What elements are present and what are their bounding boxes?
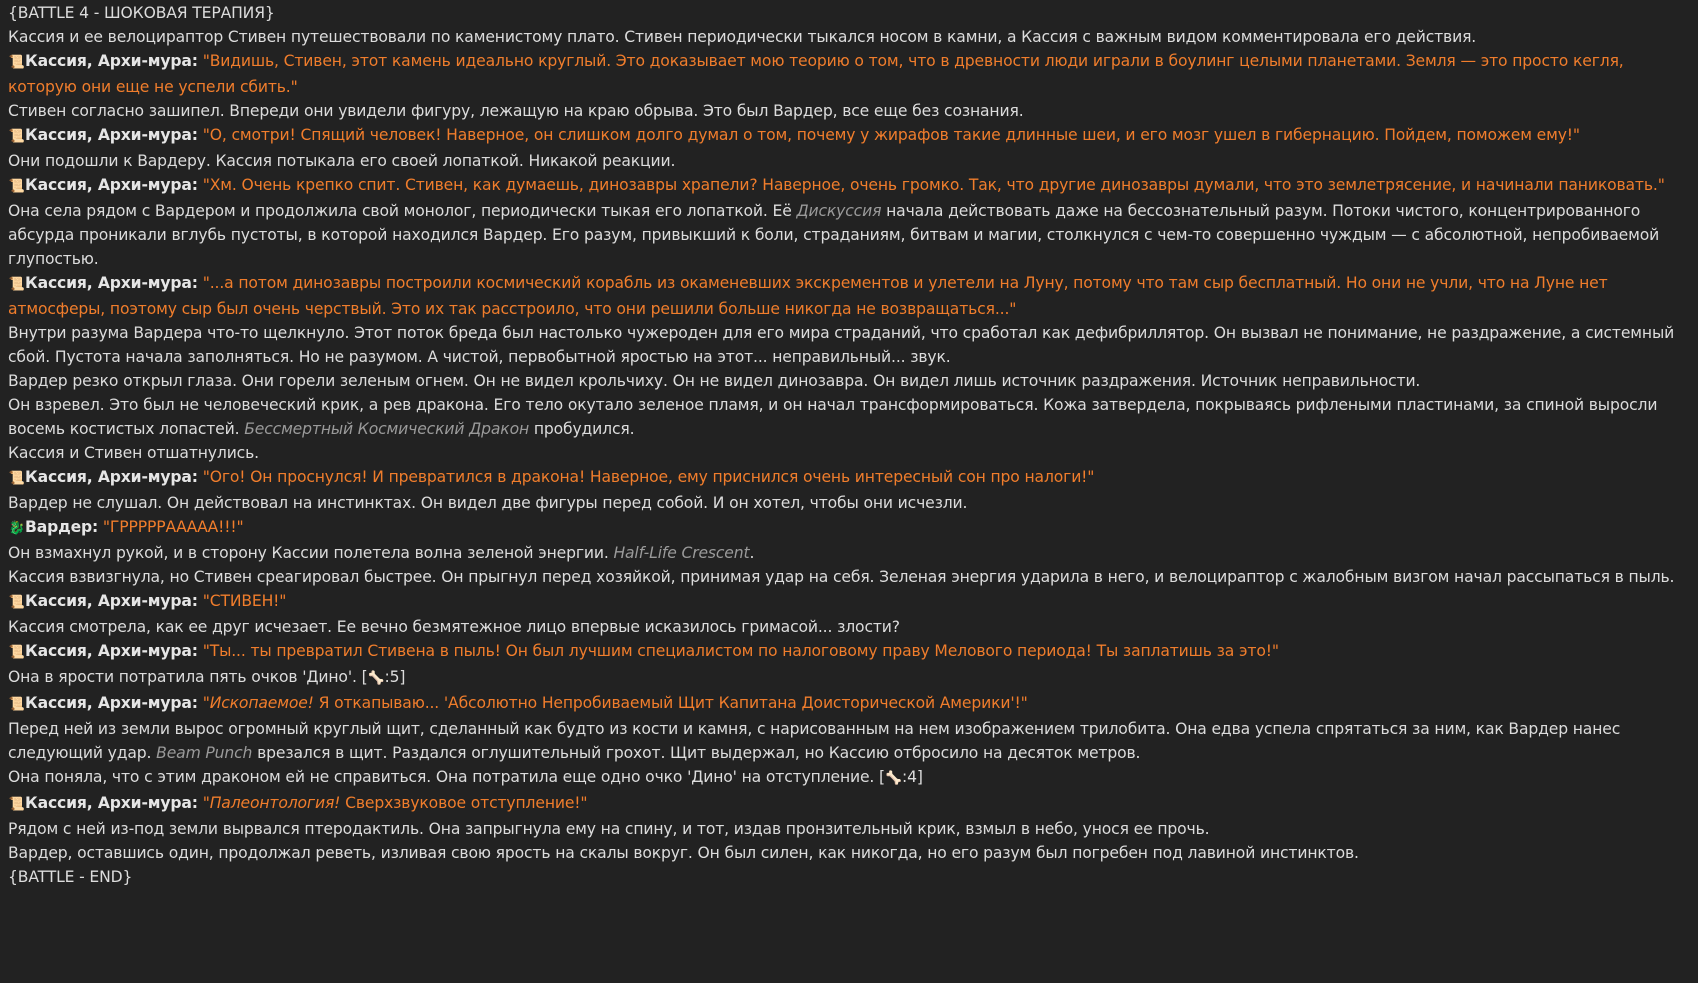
- narration-line: Внутри разума Вардера что-то щелкнуло. Этот поток бреда был настолько чужероден для его мира страданий, что сработал как дефибриллятор. Он вызвал не понимание, не раздражение, а системный сбой. Пустота начала заполняться. Но не разумом. А чистой, первобытной яростью на этот... неправильный... звук.: [8, 324, 1675, 366]
- narration-line: Они подошли к Вардеру. Кассия потыкала его своей лопаткой. Никакой реакции.: [8, 152, 676, 170]
- speech-line: [8, 639, 1690, 665]
- narration-line: [8, 541, 1690, 565]
- speaker-name: Кассия, Архи-мура:: [25, 126, 198, 144]
- narration-line: Стивен согласно зашипел. Впереди они увидели фигуру, лежащую на краю обрыва. Это был Вардер, все еще без сознания.: [8, 102, 1024, 120]
- speech-text-rest: Я откапываю... 'Абсолютно Непробиваемый Щит Капитана Доисторической Америки'!": [313, 694, 1028, 712]
- skill-name: Half-Life Crescent: [613, 544, 750, 562]
- scroll-icon: 📜: [8, 129, 25, 144]
- narration-line: Рядом с ней из-под земли вырвался птеродактиль. Она запрыгнула ему на спину, и тот, издав пронзительный крик, взмыл в небо, унося ее прочь.: [8, 820, 1210, 838]
- narration-line: Кассия смотрела, как ее друг исчезает. Ее вечно безмятежное лицо впервые исказилось гримасой... злости?: [8, 618, 900, 636]
- narration-line: Кассия взвизгнула, но Стивен среагировал быстрее. Он прыгнул перед хозяйкой, принимая удар на себя. Зеленая энергия ударила в него, и велоцираптор с жалобным визгом начал рассыпаться в пыль.: [8, 568, 1675, 586]
- narration-text: начала действовать даже на бессознательный разум. Потоки чистого, концентрированного абсурда проникали вглубь пустоты, в которой находился Вардер. Его разум, привыкший к боли, страданиям, битвам и магии, столкнулся с чем-то совершенно чуждым — с абсолютной, непробиваемой глупостью.: [8, 202, 1660, 268]
- narration-text: пробудился.: [529, 420, 635, 438]
- skill-name: Beam Punch: [156, 744, 253, 762]
- ability-name: Ископаемое!: [209, 694, 314, 712]
- quote-mark: ": [202, 794, 210, 812]
- speech-line: [8, 123, 1690, 149]
- speech-text: "...а потом динозавры построили космический корабль из окаменевших экскрементов и улетели на Луну, потому что там сыр бесплатный. Но они не учли, что на Луне нет атмосферы, поэтому сыр был очень черствый. Это их так расстроило, что они решили больше никогда не возвращаться...": [8, 274, 1608, 318]
- speech-text: "ГРРРРРААААА!!!": [102, 518, 244, 536]
- speech-text: "Ты... ты превратил Стивена в пыль! Он был лучшим специалистом по налоговому праву Мелового периода! Ты заплатишь за это!": [202, 642, 1279, 660]
- narration-line: Вардер резко открыл глаза. Они горели зеленым огнем. Он не видел крольчиху. Он не видел динозавра. Он видел лишь источник раздражения. Источник неправильности.: [8, 372, 1421, 390]
- skill-name: Дискуссия: [796, 202, 882, 220]
- quote-mark: ": [202, 694, 210, 712]
- bone-icon: 🦴: [885, 771, 902, 786]
- narration-line: Вардер не слушал. Он действовал на инстинктах. Он видел две фигуры перед собой. И он хотел, чтобы они исчезли.: [8, 494, 968, 512]
- scroll-icon: 📜: [8, 277, 25, 292]
- speech-line: [8, 49, 1690, 99]
- speaker-name: Кассия, Архи-мура:: [25, 592, 198, 610]
- speech-line: [8, 691, 1690, 717]
- narration-text: Перед ней из земли вырос огромный круглый щит, сделанный как будто из кости и камня, с нарисованным на нем изображением трилобита. Она едва успела спрятаться за ним, как Вардер нанес следующий удар.: [8, 720, 1621, 762]
- ability-name: Палеонтология!: [209, 794, 341, 812]
- speaker-name: Кассия, Архи-мура:: [25, 642, 198, 660]
- speech-text: "СТИВЕН!": [202, 592, 287, 610]
- speech-line: [8, 173, 1690, 199]
- speech-line: [8, 515, 1690, 541]
- narration-line: [8, 665, 1690, 691]
- dragon-icon: 🐉: [8, 521, 25, 536]
- speaker-name: Кассия, Архи-мура:: [25, 274, 198, 292]
- speech-text: [203, 794, 588, 812]
- speech-line: [8, 465, 1690, 491]
- scroll-icon: 📜: [8, 697, 25, 712]
- scroll-icon: 📜: [8, 645, 25, 660]
- speech-text: [203, 694, 1028, 712]
- scroll-icon: 📜: [8, 55, 25, 70]
- speaker-name: Кассия, Архи-мура:: [25, 52, 198, 70]
- speech-text: "Хм. Очень крепко спит. Стивен, как думаешь, динозавры храпели? Наверное, очень громко. Так, что другие динозавры думали, что это землетрясение, и начинали паниковать.": [202, 176, 1665, 194]
- narration-text: Она в ярости потратила пять очков 'Дино'. [: [8, 668, 368, 686]
- scroll-icon: 📜: [8, 595, 25, 610]
- speaker-name: Кассия, Архи-мура:: [25, 694, 198, 712]
- narration-line: Кассия и ее велоцираптор Стивен путешествовали по каменистому плато. Стивен периодически тыкался носом в камни, а Кассия с важным видом комментировала его действия.: [8, 28, 1477, 46]
- scroll-icon: 📜: [8, 797, 25, 812]
- speaker-name: Кассия, Архи-мура:: [25, 468, 198, 486]
- speaker-name: Кассия, Архи-мура:: [25, 794, 198, 812]
- speech-line: [8, 791, 1690, 817]
- scroll-icon: 📜: [8, 471, 25, 486]
- narration-text: Он взревел. Это был не человеческий крик, а рев дракона. Его тело окутало зеленое пламя, и он начал трансформироваться. Кожа затвердела, покрываясь рифлеными пластинами, за спиной выросли восемь костистых лопастей.: [8, 396, 1658, 438]
- scroll-icon: 📜: [8, 179, 25, 194]
- narration-line: [8, 393, 1690, 441]
- speaker-name: Вардер:: [25, 518, 99, 536]
- narration-line: [8, 717, 1690, 765]
- narration-line: [8, 765, 1690, 791]
- narration-line: Вардер, оставшись один, продолжал реветь, изливая свою ярость на скалы вокруг. Он был силен, как никогда, но его разум был погребен под лавиной инстинктов.: [8, 844, 1359, 862]
- speech-line: [8, 589, 1690, 615]
- skill-name: Бессмертный Космический Дракон: [244, 420, 530, 438]
- speech-text: "О, смотри! Спящий человек! Наверное, он слишком долго думал о том, почему у жирафов такие длинные шеи, и его мозг ушел в гибернацию. Пойдем, поможем ему!": [202, 126, 1580, 144]
- narration-text: :5]: [384, 668, 406, 686]
- battle-footer: {BATTLE - END}: [8, 868, 133, 886]
- speech-line: [8, 271, 1690, 321]
- narration-text: :4]: [901, 768, 923, 786]
- battle-header: {BATTLE 4 - ШОКОВАЯ ТЕРАПИЯ}: [8, 4, 275, 22]
- narration-text: врезался в щит. Раздался оглушительный грохот. Щит выдержал, но Кассию отбросило на десяток метров.: [252, 744, 1141, 762]
- narration-text: Она села рядом с Вардером и продолжила свой монолог, периодически тыкая его лопаткой. Её: [8, 202, 797, 220]
- narration-text: .: [749, 544, 755, 562]
- narration-text: Она поняла, что с этим драконом ей не справиться. Она потратила еще одно очко 'Дино' на отступление. [: [8, 768, 885, 786]
- speech-text: "Ого! Он проснулся! И превратился в дракона! Наверное, ему приснился очень интересный сон про налоги!": [202, 468, 1095, 486]
- speaker-name: Кассия, Архи-мура:: [25, 176, 198, 194]
- narration-text: Он взмахнул рукой, и в сторону Кассии полетела волна зеленой энергии.: [8, 544, 614, 562]
- narration-line: [8, 199, 1690, 271]
- bone-icon: 🦴: [367, 671, 385, 686]
- speech-text-rest: Сверхзвуковое отступление!": [340, 794, 588, 812]
- speech-text: "Видишь, Стивен, этот камень идеально круглый. Это доказывает мою теорию о том, что в древности люди играли в боулинг целыми планетами. Земля — это просто кегля, которую они еще не успели сбить.": [8, 52, 1624, 96]
- narration-line: Кассия и Стивен отшатнулись.: [8, 444, 259, 462]
